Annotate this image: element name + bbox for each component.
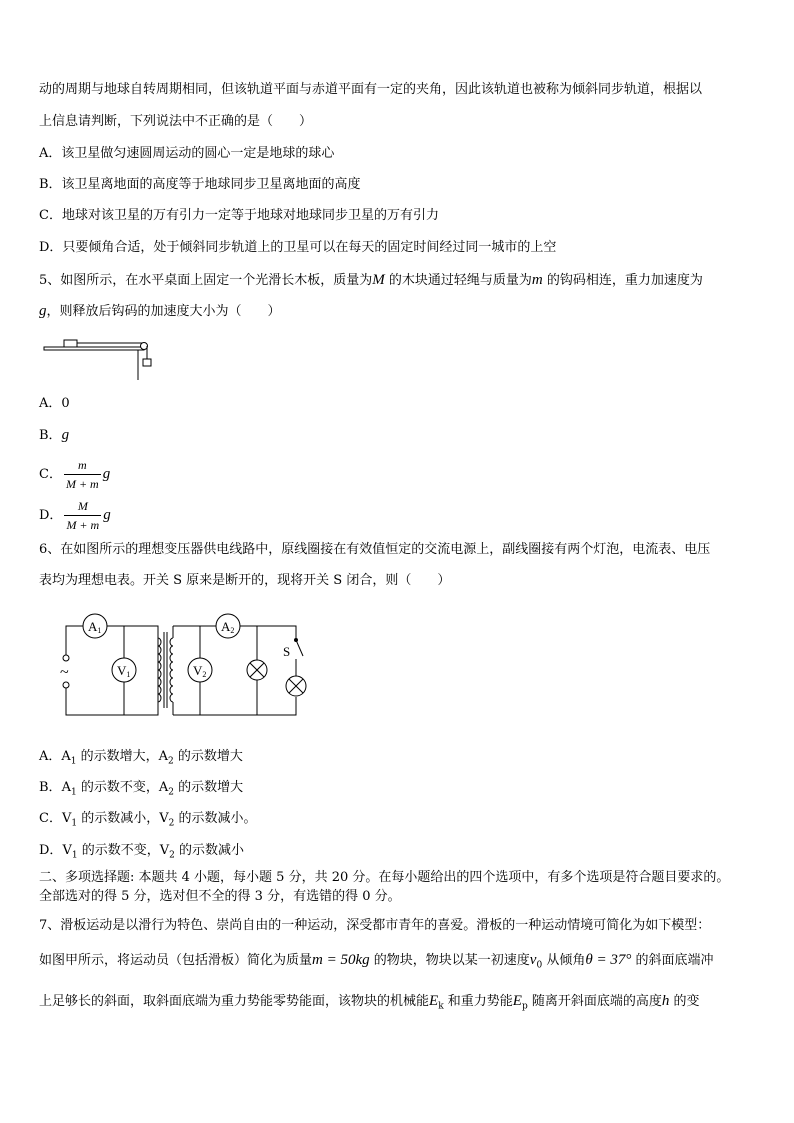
switch-label: S (283, 644, 291, 659)
q5-stem-line2: g，则释放后钩码的加速度大小为（ ） (39, 303, 281, 319)
q6-stem-line2: 表均为理想电表。开关 S 原来是断开的，现将开关 S 闭合，则（ ） (39, 573, 451, 588)
ammeter-a2 (216, 614, 240, 638)
ammeter-a1 (83, 614, 107, 638)
svg-text:A1: A1 (88, 619, 102, 635)
q5-option-b: B．g (39, 427, 70, 443)
section2-instructions-line1: 二、多项选择题: 本题共 4 小题，每小题 5 分，共 20 分。在每小题给出的四个选项中，有多个选项是符合题目要求的。 (39, 870, 730, 885)
q4-option-b: B．该卫星离地面的高度等于地球同步卫星离地面的高度 (39, 177, 361, 192)
svg-text:A2: A2 (221, 619, 235, 635)
q6-transformer-circuit (50, 610, 320, 720)
voltmeter-v2 (188, 658, 212, 682)
q6-stem-line1: 6、在如图所示的理想变压器供电线路中，原线圈接在有效值恒定的交流电源上，副线圈接有两个灯泡，电流表、电压 (39, 542, 711, 557)
q4-stem-line1: 动的周期与地球自转周期相同，但该轨道平面与赤道平面有一定的夹角，因此该轨道也被称为倾斜同步轨道，根据以 (39, 82, 703, 97)
q6-option-d: D．$V_1$ 的示数不变，$V_2$ 的示数减小 (39, 843, 244, 861)
q4-option-a: A．该卫星做匀速圆周运动的圆心一定是地球的球心 (39, 146, 335, 161)
q7-stem-line2: 如图甲所示，将运动员（包括滑板）简化为质量m = 50kg 的物块，物块以某一初速度$v_0$ 从倾角θ = 37° 的斜面底端冲 (39, 952, 714, 971)
voltmeter-v1 (112, 658, 136, 682)
q4-option-c: C．地球对该卫星的万有引力一定等于地球对地球同步卫星的万有引力 (39, 208, 439, 223)
pulley (141, 343, 148, 350)
ac-source-symbol: ~ (60, 664, 69, 681)
q6-option-b: B．$A_1$ 的示数不变，$A_2$ 的示数增大 (39, 780, 244, 798)
lamp-2 (286, 676, 306, 696)
transformer (158, 632, 173, 708)
q4-stem-line2: 上信息请判断，下列说法中不正确的是（ ） (39, 114, 313, 129)
q5-option-d: D． $\frac{M}{M + m}$ g (39, 499, 111, 532)
section2-instructions-line2: 全部选对的得 5 分，选对但不全的得 3 分，有选错的得 0 分。 (39, 889, 401, 904)
q4-option-d: D．只要倾角合适，处于倾斜同步轨道上的卫星可以在每天的固定时间经过同一城市的上空 (39, 240, 557, 255)
q5-option-c: C． $\frac{m}{M + m}$ g (39, 458, 111, 491)
q5-stem-line1: 5、如图所示，在水平桌面上固定一个光滑长木板，质量为M 的木块通过轻绳与质量为m 的钩码相连，重力加速度为 (39, 272, 703, 288)
long-board (44, 347, 144, 350)
svg-text:V2: V2 (193, 663, 207, 679)
q7-stem-line3: 上足够长的斜面，取斜面底端为重力势能零势能面，该物块的机械能$E_k$ 和重力势能$E_p$ 随离开斜面底端的高度h 的变 (39, 993, 700, 1012)
hook-weight (143, 359, 151, 366)
terminal-top (63, 655, 69, 661)
wooden-block (64, 340, 77, 347)
lamp-1 (247, 660, 267, 680)
q6-option-a: A．$A_1$ 的示数增大，$A_2$ 的示数增大 (39, 749, 243, 767)
svg-text:V1: V1 (117, 663, 131, 679)
terminal-bottom (63, 682, 69, 688)
q5-block-pulley-figure (42, 336, 162, 384)
q7-stem-line1: 7、滑板运动是以滑行为特色、崇尚自由的一种运动，深受都市青年的喜爱。滑板的一种运动情境可简化为如下模型： (39, 918, 711, 933)
switch-s (295, 639, 304, 677)
q6-option-c: C．$V_1$ 的示数减小，$V_2$ 的示数减小。 (39, 811, 257, 829)
q5-option-a: A．0 (39, 396, 70, 411)
